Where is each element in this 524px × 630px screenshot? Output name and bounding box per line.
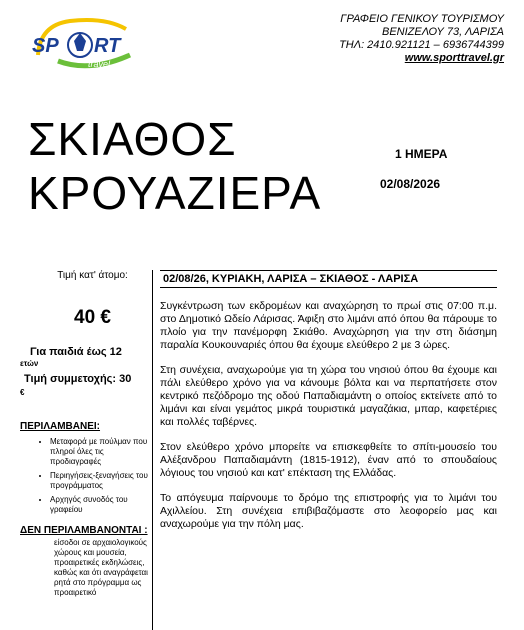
logo-word-sp: SP xyxy=(32,35,59,57)
agency-name: ΓΡΑΦΕΙΟ ΓΕΝΙΚΟΥ ΤΟΥΡΙΣΜΟΥ xyxy=(340,13,504,25)
pricing-column xyxy=(20,270,150,597)
logo-sub: travel xyxy=(88,59,111,69)
includes-heading: ΠΕΡΙΛΑΜΒΑΝΕΙ: xyxy=(20,421,101,432)
logo-word-rt: RT xyxy=(94,35,121,57)
trip-date: 02/08/2026 xyxy=(380,177,441,191)
itinerary-title: 02/08/26, ΚΥΡΙΑΚΗ, ΛΑΡΙΣΑ – ΣΚΙΑΘΟΣ - ΛΑΡΙΣΑ xyxy=(160,270,497,288)
excludes-text: είσοδοι σε αρχαιολογικούς χώρους και μουσεία, προαιρετικές εκδηλώσεις, καθώς και ότι αναγράφεται ρητά στο πρόγραμμα ως προαιρετικό xyxy=(54,538,148,597)
itinerary-body xyxy=(160,300,497,531)
trip-duration: 1 ΗΜΕΡΑ xyxy=(395,147,448,161)
list-item: • Αρχηγός συνοδός του γραφείου xyxy=(50,495,150,515)
participation-price xyxy=(20,373,150,399)
agency-phone: ΤΗΛ: 2410.921121 – 6936744399 xyxy=(339,39,504,51)
sport-travel-logo xyxy=(30,15,140,77)
kids-note-line-2: ετών xyxy=(20,359,39,368)
excludes-heading: ΔΕΝ ΠΕΡΙΛΑΜΒΑΝΟΝΤΑΙ : xyxy=(20,525,148,536)
itinerary-column xyxy=(160,270,497,543)
kids-note-line-1: Για παιδιά έως 12 xyxy=(30,346,122,358)
participation-line-2: € xyxy=(20,388,25,397)
kids-price-note xyxy=(20,346,150,370)
itinerary-paragraph: Στη συνέχεια, αναχωρούμε για τη χώρα του νησιού όπου θα έχουμε και πάλι ελεύθερο χρόνο για να κάνουμε βόλτα και να περπατήσετε στον κεντρικό πεζόδρομο της οδού Παπαδιαμάντη ο οποίος εκτείνετε από το λιμάνι και είναι γεμάτος μικρά τουριστικά μαγαζάκια, μπαρ, καφετέριες και πολλές ταβέρνες. xyxy=(160,364,497,428)
list-item: • Περιηγήσεις-ξεναγήσεις του προγράμματος xyxy=(50,471,150,491)
itinerary-paragraph: Στον ελεύθερο χρόνο μπορείτε να επισκεφθείτε το σπίτι-μουσείο του Αλέξανδρου Παπαδιαμάντη (1815-1912), έναν από το σπουδαίους λόγιους του νησιού και κατ' επέκταση της Ελλάδας. xyxy=(160,441,497,479)
agency-info xyxy=(339,13,504,65)
participation-line-1: Τιμή συμμετοχής: 30 xyxy=(24,373,132,385)
itinerary-paragraph: Το απόγευμα παίρνουμε το δρόμο της επιστροφής για το λιμάνι του Αχιλλείου. Στη συνέχεια επιβιβαζόμαστε στο λεοφορείο μας και αναχωρούμε για την πόλη μας. xyxy=(160,492,497,530)
itinerary-paragraph: Συγκέντρωση των εκδρομέων και αναχώρηση το πρωί στις 07:00 π.μ. στο Δημοτικό Ωδείο Λάρισας. Άφιξη στο λιμάνι από όπου θα πάρουμε το πλοίο για την πανέμορφη Σκιάθο. Αναχώρηση για την στη διάσημη παραλία Κουκουναριές όπου θα έχουμε ελεύθερο 2 με 3 ώρες. xyxy=(160,300,497,351)
title-line-2: ΚΡΟΥΑΖΙΕΡΑ xyxy=(28,167,322,219)
logo-graphic xyxy=(30,15,140,77)
list-item: • Μεταφορά με πούλμαν που πληροί όλες τις προδιαγραφές xyxy=(50,437,150,467)
agency-website-link[interactable]: www.sporttravel.gr xyxy=(404,52,504,64)
price-label: Τιμή κατ' άτομο: xyxy=(57,270,128,281)
title-line-1: ΣΚΙΑΘΟΣ xyxy=(28,113,237,165)
agency-address: ΒΕΝΙΖΕΛΟΥ 73, ΛΑΡΙΣΑ xyxy=(382,26,504,38)
column-divider xyxy=(152,270,153,630)
price-value: 40 € xyxy=(74,307,111,328)
includes-list xyxy=(20,437,150,515)
page-title xyxy=(28,112,321,220)
